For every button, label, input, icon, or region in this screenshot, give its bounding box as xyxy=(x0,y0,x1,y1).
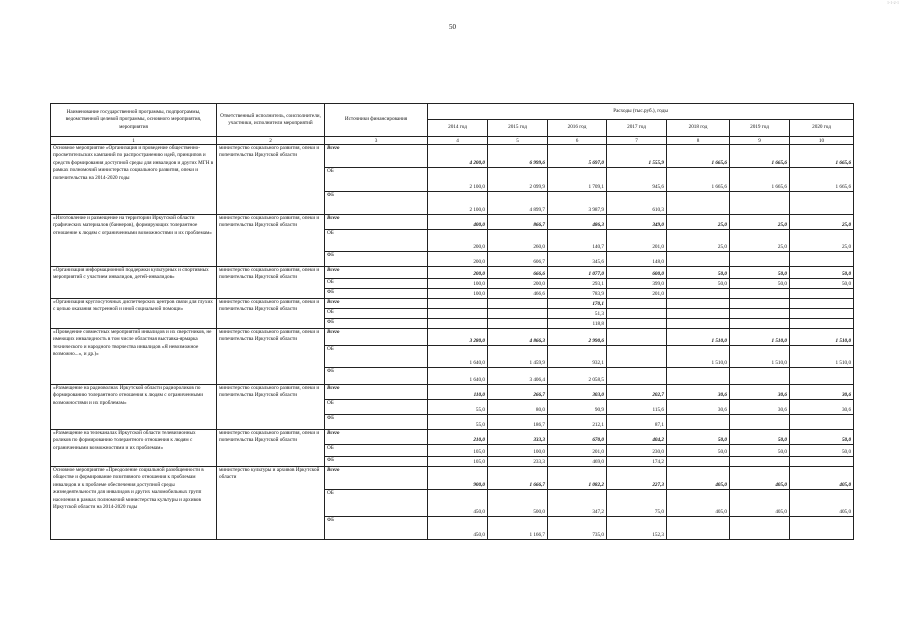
amount-cell: 606,7 xyxy=(488,252,548,267)
amount-cell: 200,0 xyxy=(488,279,548,289)
funding-source: Всего xyxy=(325,430,428,445)
funding-source: ФБ xyxy=(325,368,428,385)
column-number: 1 xyxy=(51,137,217,145)
amount-cell: 200,0 xyxy=(428,230,488,252)
amount-cell: 30,6 xyxy=(730,400,790,415)
amount-cell: 100,0 xyxy=(428,289,488,299)
amount-cell: 30,6 xyxy=(790,400,854,415)
amount-cell: 50,0 xyxy=(730,279,790,289)
amount-cell: 50,0 xyxy=(790,445,854,457)
amount-cell: 1 077,0 xyxy=(548,267,607,279)
amount-cell: 1 459,9 xyxy=(488,346,548,368)
funding-source: ФБ xyxy=(325,192,428,215)
amount-cell: 227,3 xyxy=(607,467,667,490)
executor: министерство социального развития, опеки и попечительства Иркутской области xyxy=(217,299,325,329)
column-number: 9 xyxy=(730,137,790,145)
amount-cell xyxy=(667,192,730,215)
amount-cell xyxy=(790,299,854,309)
amount-cell: 3 280,0 xyxy=(428,329,488,346)
amount-cell: 5 697,0 xyxy=(548,145,607,168)
table-row xyxy=(51,299,854,309)
column-number: 6 xyxy=(548,137,607,145)
amount-cell: 202,7 xyxy=(607,385,667,400)
amount-cell xyxy=(607,319,667,329)
amount-cell: 1 709,1 xyxy=(548,168,607,192)
amount-cell: 347,2 xyxy=(548,490,607,517)
amount-cell: 2 990,6 xyxy=(548,329,607,346)
amount-cell xyxy=(730,319,790,329)
column-number: 2 xyxy=(217,137,325,145)
header-year: 2016 год xyxy=(548,120,607,137)
funding-source: ОБ xyxy=(325,279,428,289)
amount-cell: 80,0 xyxy=(488,400,548,415)
amount-cell: 450,0 xyxy=(428,517,488,540)
amount-cell: 1 510,0 xyxy=(667,346,730,368)
amount-cell xyxy=(790,415,854,430)
amount-cell: 486,3 xyxy=(548,215,607,230)
amount-cell xyxy=(730,192,790,215)
amount-cell xyxy=(607,368,667,385)
amount-cell: 945,6 xyxy=(607,168,667,192)
amount-cell xyxy=(607,299,667,309)
funding-source: Всего xyxy=(325,385,428,400)
amount-cell: 1 640,0 xyxy=(428,368,488,385)
amount-cell: 50,0 xyxy=(730,430,790,445)
header-year: 2019 год xyxy=(730,120,790,137)
amount-cell xyxy=(730,289,790,299)
amount-cell: 1 510,0 xyxy=(730,329,790,346)
amount-cell: 100,0 xyxy=(428,279,488,289)
amount-cell xyxy=(667,415,730,430)
amount-cell: 152,3 xyxy=(607,517,667,540)
amount-cell: 50,0 xyxy=(667,430,730,445)
measure-name: «Организация круглосуточных диспетчерских центров связи для глухих с целью оказания экстренной и иной социальной помощи» xyxy=(51,299,217,329)
amount-cell: 1 510,0 xyxy=(667,329,730,346)
amount-cell: 200,0 xyxy=(428,252,488,267)
amount-cell xyxy=(428,309,488,319)
amount-cell: 932,1 xyxy=(548,346,607,368)
funding-source: ОБ xyxy=(325,346,428,368)
executor: министерство социального развития, опеки и попечительства Иркутской области xyxy=(217,430,325,467)
amount-cell xyxy=(730,368,790,385)
amount-cell xyxy=(730,457,790,467)
header-year: 2015 год xyxy=(488,120,548,137)
amount-cell: 405,0 xyxy=(790,490,854,517)
amount-cell: 174,2 xyxy=(607,457,667,467)
amount-cell xyxy=(730,517,790,540)
amount-cell xyxy=(790,319,854,329)
table-body xyxy=(51,145,854,540)
amount-cell: 2 099,9 xyxy=(488,168,548,192)
executor: министерство социального развития, опеки и попечительства Иркутской области xyxy=(217,145,325,215)
funding-source: ОБ xyxy=(325,445,428,457)
amount-cell: 3 406,4 xyxy=(488,368,548,385)
amount-cell: 105,0 xyxy=(428,445,488,457)
amount-cell: 210,0 xyxy=(428,430,488,445)
amount-cell: 25,0 xyxy=(790,215,854,230)
amount-cell xyxy=(730,309,790,319)
amount-cell xyxy=(730,252,790,267)
amount-cell: 50,0 xyxy=(667,445,730,457)
header-year: 2018 год xyxy=(667,120,730,137)
amount-cell xyxy=(488,309,548,319)
amount-cell: 50,0 xyxy=(790,430,854,445)
table-row xyxy=(51,467,854,490)
amount-cell xyxy=(790,457,854,467)
measure-name: Основное мероприятие «Преодоление социальной разобщенности в обществе и формирование позитивного отношения к проблемам инвалидов и к проблеме обеспечения доступной среды жизнедеятельности для инвалидов и других маломобильных групп населения в рамках полномочий министерства культуры и архивов Иркутской области на 2014-2020 годы xyxy=(51,467,217,540)
amount-cell: 2 058,5 xyxy=(548,368,607,385)
funding-source: ОБ xyxy=(325,490,428,517)
amount-cell: 866,7 xyxy=(488,215,548,230)
amount-cell: 399,0 xyxy=(607,279,667,289)
amount-cell: 469,0 xyxy=(548,457,607,467)
amount-cell: 1 665,6 xyxy=(730,168,790,192)
amount-cell: 610,3 xyxy=(607,192,667,215)
measure-name: Основное мероприятие «Организация и проведение общественно-просветительских кампаний по распространению идей, принципов и средств формирования доступной среды для инвалидов и других МГН в рамках полномочий министерства социального развития, опеки и попечительства на 2014-2020 годы xyxy=(51,145,217,215)
amount-cell: 55,0 xyxy=(428,415,488,430)
amount-cell: 900,0 xyxy=(428,467,488,490)
amount-cell: 466,6 xyxy=(488,289,548,299)
amount-cell: 349,0 xyxy=(607,215,667,230)
amount-cell xyxy=(790,252,854,267)
table-row xyxy=(51,329,854,346)
amount-cell: 1 166,7 xyxy=(488,517,548,540)
amount-cell: 600,0 xyxy=(607,267,667,279)
amount-cell: 105,0 xyxy=(428,457,488,467)
column-number: 7 xyxy=(607,137,667,145)
amount-cell: 30,6 xyxy=(667,385,730,400)
amount-cell: 405,0 xyxy=(730,467,790,490)
column-number: 10 xyxy=(790,137,854,145)
funding-source: Всего xyxy=(325,329,428,346)
amount-cell xyxy=(428,319,488,329)
amount-cell: 1 665,6 xyxy=(790,168,854,192)
corner-mark: 1-1-2-1 xyxy=(887,0,899,5)
amount-cell xyxy=(607,309,667,319)
amount-cell xyxy=(790,368,854,385)
measure-name: «Организация информационной поддержки культурных и спортивных мероприятий с участием инвалидов, детей-инвалидов» xyxy=(51,267,217,299)
header-year: 2017 год xyxy=(607,120,667,137)
amount-cell xyxy=(790,517,854,540)
amount-cell: 87,1 xyxy=(607,415,667,430)
amount-cell: 30,6 xyxy=(790,385,854,400)
header-expenses: Расходы (тыс.руб.), годы xyxy=(428,104,854,120)
amount-cell: 25,0 xyxy=(730,230,790,252)
amount-cell: 230,0 xyxy=(607,445,667,457)
amount-cell: 2 100,0 xyxy=(428,168,488,192)
amount-cell: 1 510,0 xyxy=(790,329,854,346)
amount-cell: 500,0 xyxy=(488,490,548,517)
amount-cell: 1 640,0 xyxy=(428,346,488,368)
amount-cell: 4 200,0 xyxy=(428,145,488,168)
amount-cell: 303,0 xyxy=(548,385,607,400)
executor: министерство культуры и архивов Иркутской области xyxy=(217,467,325,540)
amount-cell xyxy=(667,457,730,467)
amount-cell: 50,0 xyxy=(790,267,854,279)
funding-source: ФБ xyxy=(325,252,428,267)
column-number-row xyxy=(51,137,854,145)
amount-cell xyxy=(790,192,854,215)
amount-cell: 25,0 xyxy=(790,230,854,252)
amount-cell xyxy=(730,299,790,309)
amount-cell: 1 665,6 xyxy=(790,145,854,168)
amount-cell xyxy=(790,289,854,299)
amount-cell: 50,0 xyxy=(790,279,854,289)
amount-cell: 333,3 xyxy=(488,430,548,445)
measure-name: «Размещение на радиоволнах Иркутской области радиороликов по формированию толерантного отношения к людям с ограниченными возможностями и их проблемам» xyxy=(51,385,217,430)
funding-source: ОБ xyxy=(325,309,428,319)
amount-cell: 148,0 xyxy=(607,252,667,267)
amount-cell: 6 999,6 xyxy=(488,145,548,168)
amount-cell: 118,8 xyxy=(548,319,607,329)
amount-cell: 30,6 xyxy=(667,400,730,415)
executor: министерство социального развития, опеки и попечительства Иркутской области xyxy=(217,267,325,299)
executor: министерство социального развития, опеки и попечительства Иркутской области xyxy=(217,385,325,430)
funding-source: Всего xyxy=(325,267,428,279)
amount-cell: 404,2 xyxy=(607,430,667,445)
table-row xyxy=(51,385,854,400)
amount-cell: 201,0 xyxy=(548,445,607,457)
amount-cell: 75,0 xyxy=(607,490,667,517)
amount-cell: 405,0 xyxy=(730,490,790,517)
amount-cell xyxy=(428,299,488,309)
amount-cell xyxy=(790,309,854,319)
amount-cell: 400,0 xyxy=(428,215,488,230)
amount-cell xyxy=(667,309,730,319)
amount-cell: 783,9 xyxy=(548,289,607,299)
funding-source: ФБ xyxy=(325,319,428,329)
amount-cell: 25,0 xyxy=(667,215,730,230)
amount-cell: 186,7 xyxy=(488,415,548,430)
funding-source: Всего xyxy=(325,145,428,168)
amount-cell xyxy=(607,329,667,346)
amount-cell: 405,0 xyxy=(790,467,854,490)
amount-cell: 25,0 xyxy=(667,230,730,252)
measure-name: «Изготовление и размещение на территории Иркутской области графических материалов (баннеров), формирующих толерантное отношение к людям с ограниченными возможностями и их проблемам» xyxy=(51,215,217,267)
table-row xyxy=(51,430,854,445)
amount-cell xyxy=(667,299,730,309)
amount-cell xyxy=(667,252,730,267)
amount-cell: 50,0 xyxy=(730,445,790,457)
funding-source: ОБ xyxy=(325,168,428,192)
amount-cell: 233,3 xyxy=(488,457,548,467)
amount-cell: 100,0 xyxy=(488,445,548,457)
funding-source: ФБ xyxy=(325,415,428,430)
amount-cell: 55,0 xyxy=(428,400,488,415)
amount-cell: 1 665,6 xyxy=(667,145,730,168)
amount-cell: 735,0 xyxy=(548,517,607,540)
funding-source: ОБ xyxy=(325,230,428,252)
funding-source: Всего xyxy=(325,467,428,490)
amount-cell: 50,0 xyxy=(667,267,730,279)
page-number: 50 xyxy=(449,23,456,31)
executor: министерство социального развития, опеки и попечительства Иркутской области xyxy=(217,215,325,267)
header-executor: Ответственный исполнитель, соисполнители, участники, исполнители мероприятий xyxy=(217,104,325,137)
amount-cell: 115,6 xyxy=(607,400,667,415)
amount-cell: 266,7 xyxy=(488,385,548,400)
amount-cell: 110,0 xyxy=(428,385,488,400)
amount-cell xyxy=(667,289,730,299)
amount-cell: 1 665,6 xyxy=(667,168,730,192)
amount-cell: 1 665,6 xyxy=(730,145,790,168)
funding-source: Всего xyxy=(325,299,428,309)
amount-cell: 200,0 xyxy=(428,267,488,279)
amount-cell: 1 555,9 xyxy=(607,145,667,168)
funding-source: ОБ xyxy=(325,400,428,415)
amount-cell: 1 082,2 xyxy=(548,467,607,490)
amount-cell: 30,6 xyxy=(730,385,790,400)
table-row xyxy=(51,267,854,279)
funding-source: ФБ xyxy=(325,289,428,299)
amount-cell: 260,0 xyxy=(488,230,548,252)
amount-cell: 3 987,9 xyxy=(548,192,607,215)
amount-cell: 25,0 xyxy=(730,215,790,230)
amount-cell: 212,1 xyxy=(548,415,607,430)
funding-source: ФБ xyxy=(325,457,428,467)
amount-cell: 50,0 xyxy=(730,267,790,279)
amount-cell: 1 666,7 xyxy=(488,467,548,490)
amount-cell xyxy=(667,517,730,540)
amount-cell: 405,0 xyxy=(667,467,730,490)
column-number: 4 xyxy=(428,137,488,145)
header-year: 2020 год xyxy=(790,120,854,137)
executor: министерство социального развития, опеки и попечительства Иркутской области xyxy=(217,329,325,385)
column-number: 3 xyxy=(325,137,428,145)
header-name: Наименование государственной программы, подпрограммы, ведомственной целевой программы, основного мероприятия, мероприятия xyxy=(51,104,217,137)
column-number: 8 xyxy=(667,137,730,145)
amount-cell xyxy=(667,368,730,385)
amount-cell: 140,7 xyxy=(548,230,607,252)
amount-cell xyxy=(488,319,548,329)
header-source: Источники финансирования xyxy=(325,104,428,137)
column-number: 5 xyxy=(488,137,548,145)
amount-cell: 4 866,3 xyxy=(488,329,548,346)
amount-cell xyxy=(607,346,667,368)
table-row xyxy=(51,215,854,230)
amount-cell: 90,9 xyxy=(548,400,607,415)
amount-cell: 293,1 xyxy=(548,279,607,289)
amount-cell: 201,0 xyxy=(607,230,667,252)
amount-cell: 670,0 xyxy=(548,430,607,445)
amount-cell: 1 510,0 xyxy=(790,346,854,368)
amount-cell: 170,1 xyxy=(548,299,607,309)
funding-source: Всего xyxy=(325,215,428,230)
amount-cell: 51,3 xyxy=(548,309,607,319)
funding-source: ФБ xyxy=(325,517,428,540)
amount-cell xyxy=(488,299,548,309)
amount-cell: 405,0 xyxy=(667,490,730,517)
amount-cell: 4 899,7 xyxy=(488,192,548,215)
amount-cell: 1 510,0 xyxy=(730,346,790,368)
amount-cell: 2 100,0 xyxy=(428,192,488,215)
expenses-table xyxy=(50,103,854,540)
header-year: 2014 год xyxy=(428,120,488,137)
amount-cell xyxy=(667,319,730,329)
amount-cell: 50,0 xyxy=(667,279,730,289)
measure-name: «Проведение совместных мероприятий инвалидов и их сверстников, не имеющих инвалидность в том числе областная выставка-ярмарка технического и народного творчества инвалидов «Я невозможное возможно...», и др.)» xyxy=(51,329,217,385)
amount-cell: 450,0 xyxy=(428,490,488,517)
measure-name: «Размещение на телеканалах Иркутской области телевизионных роликов по формированию толерантного отношения к людям с ограниченными возможностями и их проблемам» xyxy=(51,430,217,467)
table-row xyxy=(51,145,854,168)
amount-cell: 666,6 xyxy=(488,267,548,279)
amount-cell: 201,0 xyxy=(607,289,667,299)
amount-cell xyxy=(730,415,790,430)
amount-cell: 345,6 xyxy=(548,252,607,267)
